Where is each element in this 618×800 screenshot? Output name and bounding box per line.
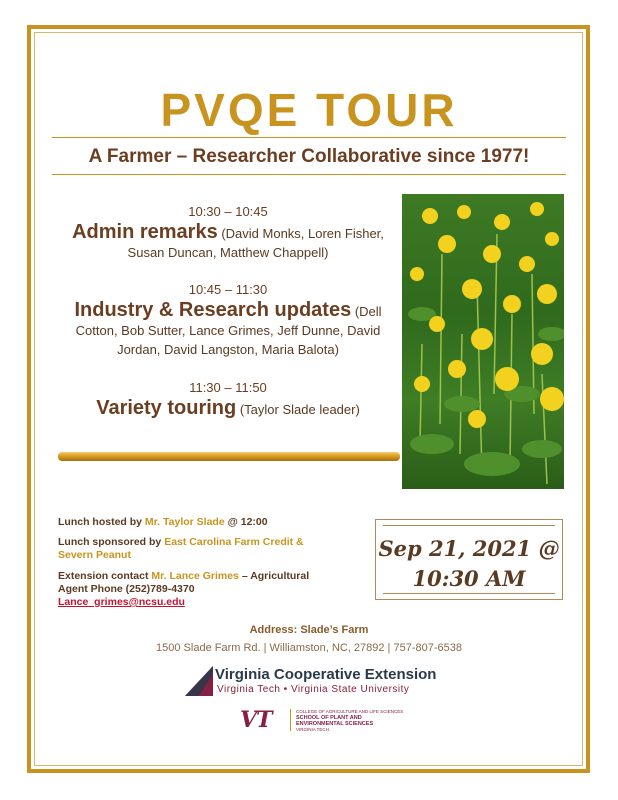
lunch-sponsor-line: Lunch sponsored by East Carolina Farm Credit & Severn Peanut: [58, 536, 304, 561]
vt-logo-divider: [290, 709, 291, 731]
date-box-rule-bottom: [383, 593, 555, 594]
address-line: 1500 Slade Farm Rd. | Williamston, NC, 27892 | 757-807-6538: [156, 642, 462, 654]
vce-logo: [185, 666, 445, 698]
event-date-box: [375, 519, 563, 600]
subtitle: A Farmer – Researcher Collaborative since 1977!: [88, 146, 530, 167]
schedule-heading: Variety touring: [96, 397, 237, 419]
vce-mark-icon: [185, 666, 213, 696]
schedule-item-variety: [58, 380, 398, 419]
schedule-heading: Admin remarks: [72, 221, 218, 243]
peanut-flowers-photo: [402, 194, 564, 489]
peanut-flowers-illustration: [402, 194, 564, 489]
lunch-host-line: Lunch hosted by Mr. Taylor Slade @ 12:00: [58, 516, 268, 528]
vt-logo: [240, 707, 404, 735]
schedule-time: 10:30 – 10:45: [188, 204, 268, 219]
title-rule-bottom: [52, 174, 566, 175]
schedule-heading: Industry & Research updates: [74, 299, 352, 321]
event-date: Sep 21, 2021 @ 10:30 AM: [378, 536, 560, 591]
schedule-time: 10:45 – 11:30: [188, 282, 268, 297]
address-label: Address: Slade’s Farm: [249, 624, 369, 636]
extension-contact-name: Mr. Lance Grimes: [151, 570, 239, 582]
schedule-detail: (Taylor Slade leader): [236, 402, 360, 417]
schedule-item-industry: [58, 282, 398, 359]
schedule-time: 11:30 – 11:50: [189, 380, 267, 395]
vce-name: Virginia Cooperative Extension: [215, 666, 437, 683]
schedule-item-admin: [58, 204, 398, 262]
schedule-detail: (Dell Cotton, Bob Sutter, Lance Grimes, Jeff Dunne, David Jordan, David Langston, Maria Balota): [75, 304, 382, 357]
lunch-host-name: Mr. Taylor Slade: [144, 516, 225, 528]
schedule-detail: (David Monks, Loren Fisher, Susan Duncan, Matthew Chappell): [127, 226, 384, 260]
extension-email-link[interactable]: Lance_grimes@ncsu.edu: [58, 596, 185, 608]
extension-contact-line: Extension contact Mr. Lance Grimes – Agricultural Agent Phone (252)789-4370 Lance_grimes@ncsu.edu: [58, 570, 310, 608]
vt-monogram: VT: [240, 707, 272, 733]
vce-subtitle: Virginia Tech • Virginia State University: [217, 684, 410, 695]
lunch-sponsor-name: East Carolina Farm Credit & Severn Peanut: [58, 536, 304, 561]
gold-divider-bar: [58, 452, 400, 461]
vt-school-text: COLLEGE OF AGRICULTURE AND LIFE SCIENCES SCHOOL OF PLANT AND ENVIRONMENTAL SCIENCES VIRGINIA TECH.: [296, 709, 404, 732]
page-title: PVQE TOUR: [160, 84, 458, 136]
title-rule-top: [52, 137, 566, 138]
date-box-rule-top: [383, 525, 555, 526]
